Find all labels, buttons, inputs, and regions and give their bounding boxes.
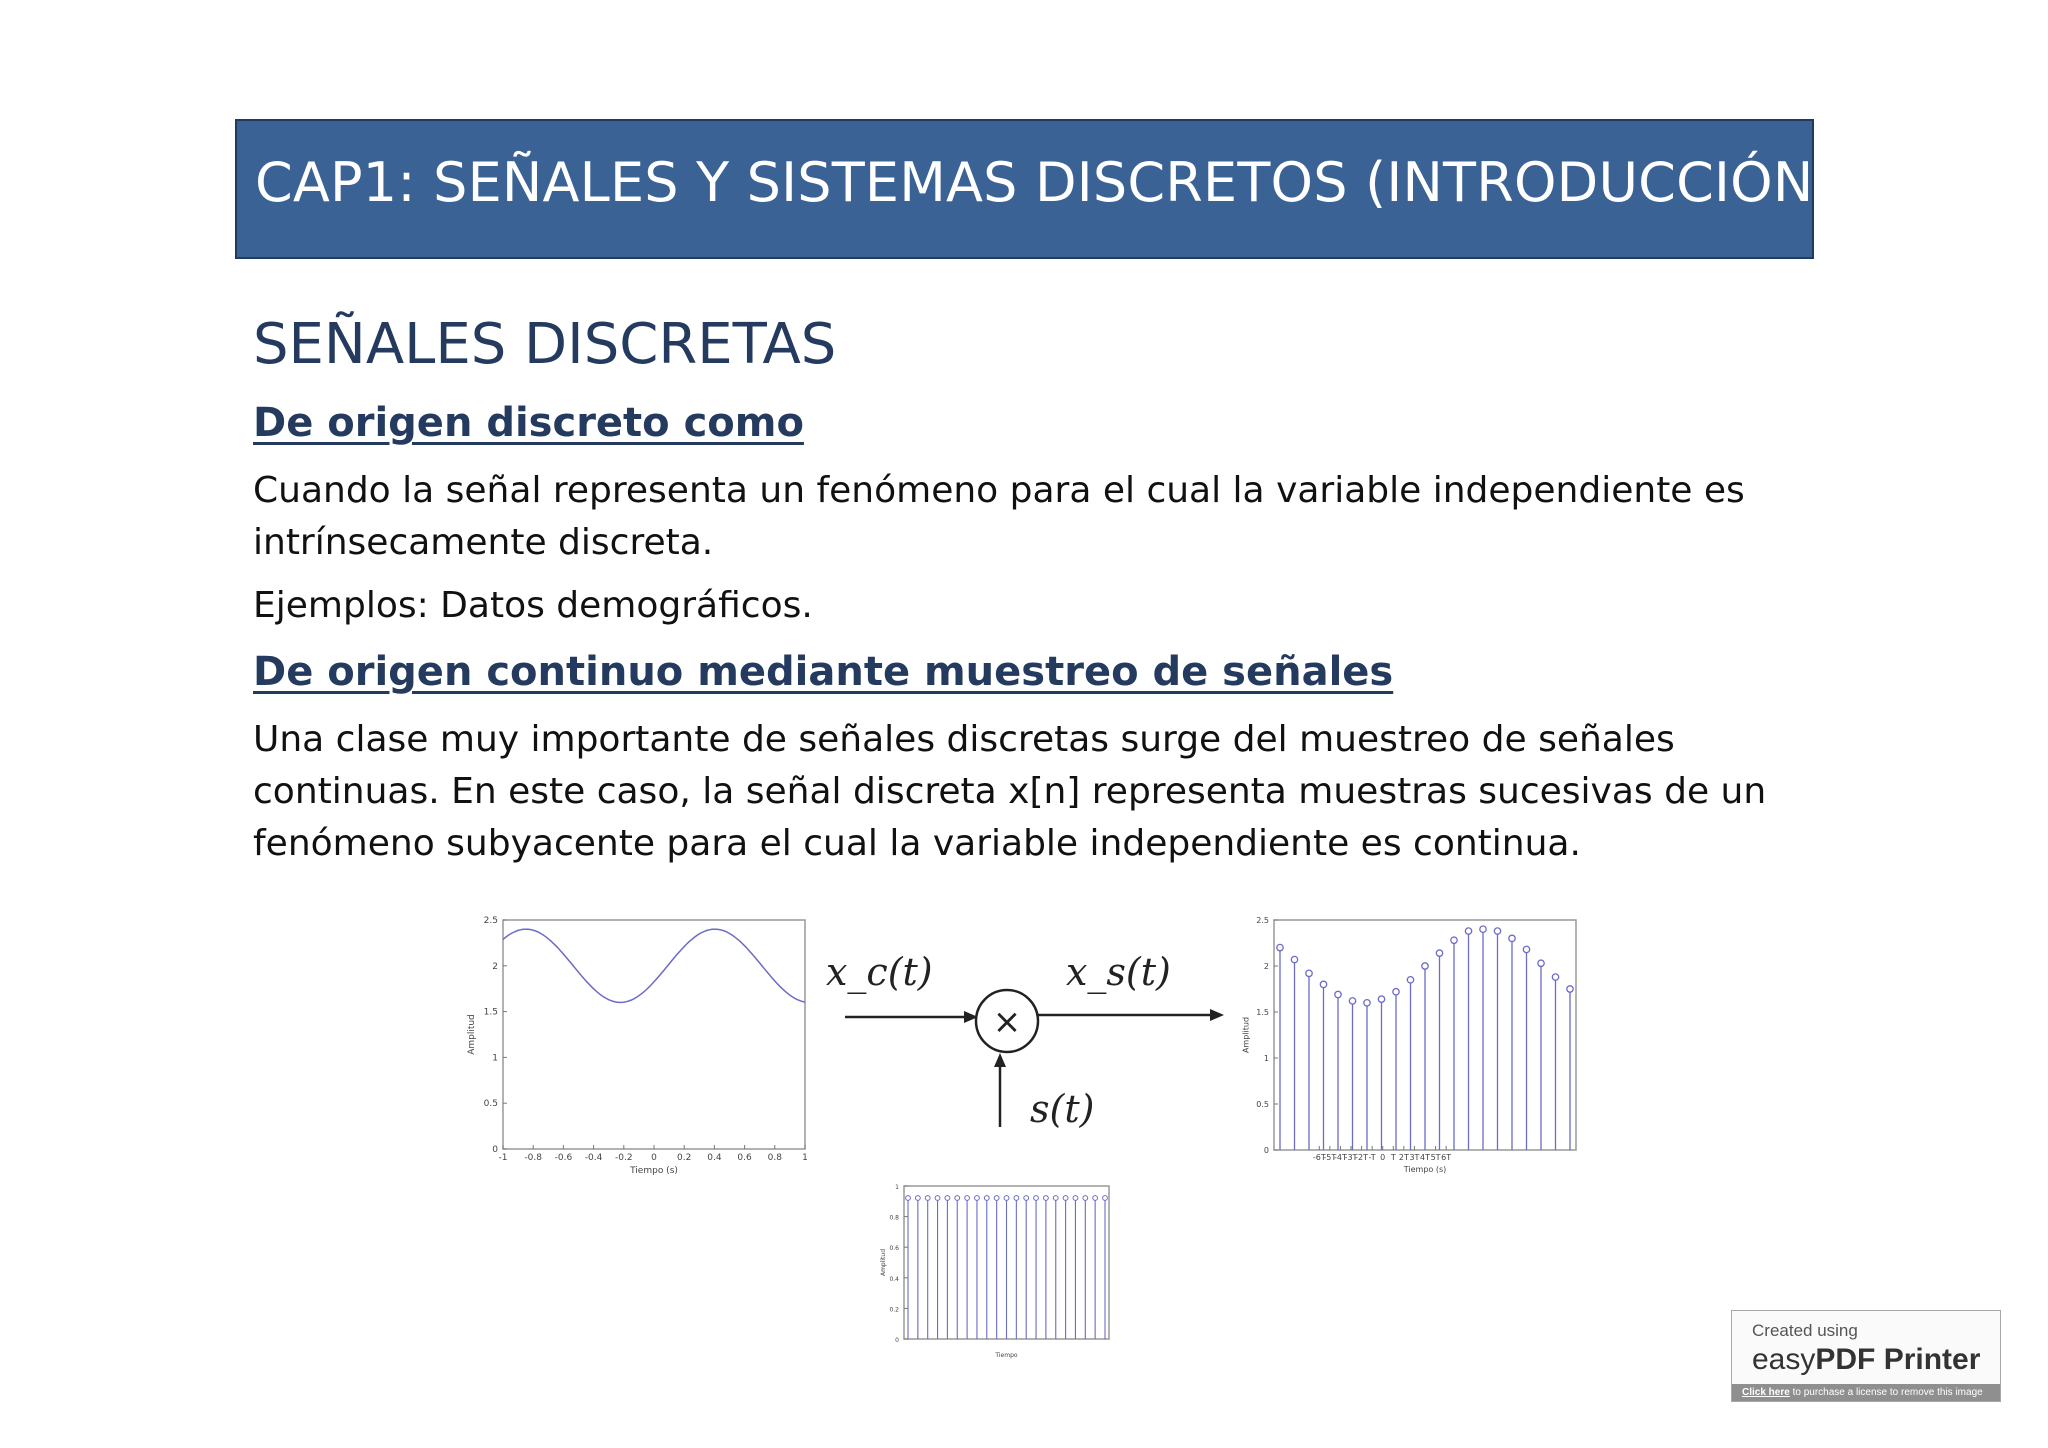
impulse-marker xyxy=(1073,1196,1078,1201)
y-tick-label: 0.6 xyxy=(889,1245,899,1253)
y-tick-label: 1.5 xyxy=(1256,1008,1269,1017)
paragraph-sampling: Una clase muy importante de señales discretas surge del muestreo de señales continuas. En este caso, la señal discreta x[n] representa muestras sucesivas de un fenómeno subyacente para el cual la variable independiente es continua. xyxy=(253,719,1767,864)
y-axis-label: Amplitud xyxy=(1241,1016,1251,1054)
x-tick-label: -6T xyxy=(1312,1153,1326,1162)
stem-marker xyxy=(1436,950,1442,956)
y-tick-label: 0.5 xyxy=(1256,1100,1269,1109)
stem-marker xyxy=(1407,977,1413,983)
impulse-marker xyxy=(945,1196,950,1201)
stem-marker xyxy=(1320,981,1326,987)
stem-marker xyxy=(1422,963,1428,969)
x-tick-label: -5T xyxy=(1323,1153,1337,1162)
watermark-footer-text: to purchase a license to remove this image xyxy=(1789,1387,1983,1398)
paragraph-examples: Ejemplos: Datos demográficos. xyxy=(253,585,813,626)
y-tick-label: 0.5 xyxy=(483,1099,498,1110)
y-tick-label: 2 xyxy=(492,961,498,972)
x-tick-label: 1 xyxy=(802,1153,808,1163)
y-tick-label: 0.2 xyxy=(889,1306,899,1314)
input-signal-label: x_c(t) xyxy=(826,950,933,994)
stem-marker xyxy=(1277,944,1283,950)
output-arrowhead xyxy=(1210,1009,1224,1021)
stem-marker xyxy=(1306,970,1312,976)
stem-marker xyxy=(1451,937,1457,943)
impulse-marker xyxy=(1103,1196,1108,1201)
x-axis-label: Tiempo xyxy=(995,1352,1018,1359)
easypdf-watermark[interactable] xyxy=(1731,1310,2001,1402)
y-tick-label: 1 xyxy=(492,1053,498,1064)
x-axis-label: Tiempo (s) xyxy=(630,1166,678,1176)
y-tick-label: 2.5 xyxy=(1256,916,1269,925)
impulse-marker xyxy=(975,1196,980,1201)
x-tick-label: 6T xyxy=(1441,1153,1452,1162)
subheading-discrete-origin: De origen discreto como xyxy=(253,400,804,446)
paragraph-discrete-definition: Cuando la señal representa un fenómeno para el cual la variable independiente es intrínsecamente discreta. xyxy=(253,470,1745,563)
impulse-marker xyxy=(984,1196,989,1201)
y-axis-label: Amplitud xyxy=(467,1014,478,1055)
x-tick-label: 3T xyxy=(1409,1153,1420,1162)
impulse-marker xyxy=(915,1196,920,1201)
watermark-brand-prefix: easy xyxy=(1752,1343,1816,1376)
stem-marker xyxy=(1494,928,1500,934)
impulse-marker xyxy=(925,1196,930,1201)
x-tick-label: T xyxy=(1390,1153,1396,1162)
sampling-arrowhead xyxy=(994,1053,1006,1067)
impulse-marker xyxy=(1014,1196,1019,1201)
x-tick-label: 2T xyxy=(1398,1153,1409,1162)
y-tick-label: 2.5 xyxy=(483,916,498,926)
x-tick-label: -3T xyxy=(1344,1153,1358,1162)
watermark-brand-bold: PDF Printer xyxy=(1815,1343,1981,1376)
x-tick-label: 5T xyxy=(1430,1153,1441,1162)
impulse-marker xyxy=(1093,1196,1098,1201)
x-tick-label: -0.8 xyxy=(524,1153,542,1163)
y-tick-label: 0 xyxy=(895,1337,899,1344)
y-tick-label: 1 xyxy=(895,1184,899,1191)
stem-marker xyxy=(1291,956,1297,962)
stem-marker xyxy=(1509,935,1515,941)
impulse-marker xyxy=(965,1196,970,1201)
x-tick-label: 0.8 xyxy=(767,1153,782,1163)
y-tick-label: 1.5 xyxy=(483,1007,498,1018)
y-tick-label: 0.4 xyxy=(889,1275,899,1283)
x-tick-label: -4T xyxy=(1334,1153,1347,1162)
impulse-marker xyxy=(1044,1196,1049,1201)
watermark-footer-link[interactable]: Click here xyxy=(1742,1387,1790,1398)
x-tick-label: 0.6 xyxy=(737,1153,752,1163)
stem-marker xyxy=(1364,1000,1370,1006)
impulse-marker xyxy=(906,1196,911,1201)
x-tick-label: 0 xyxy=(1380,1153,1386,1162)
stem-marker xyxy=(1552,974,1558,980)
impulse-marker xyxy=(1053,1196,1058,1201)
x-tick-label: -0.4 xyxy=(584,1153,603,1163)
watermark-footer xyxy=(1732,1384,2000,1401)
impulse-marker xyxy=(994,1196,999,1201)
y-tick-label: 2 xyxy=(1263,962,1269,971)
stem-marker xyxy=(1465,928,1471,934)
x-tick-label: -T xyxy=(1368,1153,1376,1162)
x-axis-label: Tiempo (s) xyxy=(1403,1165,1447,1174)
x-tick-label: 4T xyxy=(1420,1153,1430,1162)
stem-marker xyxy=(1378,996,1384,1002)
section-heading: SEÑALES DISCRETAS xyxy=(253,312,837,377)
slide-title: CAP1: SEÑALES Y SISTEMAS DISCRETOS (INTRODUCCIÓN) xyxy=(255,151,1835,214)
impulse-marker xyxy=(1024,1196,1029,1201)
x-tick-label: -0.2 xyxy=(615,1153,633,1163)
stem-marker xyxy=(1335,991,1341,997)
y-tick-label: 0 xyxy=(1263,1146,1269,1155)
y-tick-label: 0 xyxy=(492,1145,498,1155)
y-tick-label: 0.8 xyxy=(889,1214,899,1222)
x-tick-label: 0 xyxy=(651,1153,657,1163)
stem-marker xyxy=(1480,926,1486,932)
y-tick-label: 1 xyxy=(1263,1054,1269,1063)
continuous-signal-plot-frame xyxy=(503,920,805,1149)
watermark-brand xyxy=(1752,1343,1980,1377)
y-axis-label: Amplitud xyxy=(879,1248,887,1277)
multiplier-symbol: × xyxy=(992,1002,1022,1042)
stem-marker xyxy=(1349,998,1355,1004)
impulse-marker xyxy=(1034,1196,1039,1201)
stem-marker xyxy=(1393,989,1399,995)
stem-marker xyxy=(1523,946,1529,952)
x-tick-label: -2T xyxy=(1355,1153,1369,1162)
output-signal-label: x_s(t) xyxy=(1066,950,1171,994)
x-tick-label: -0.6 xyxy=(554,1153,573,1163)
watermark-created-using: Created using xyxy=(1752,1321,1858,1340)
impulse-marker xyxy=(1083,1196,1088,1201)
impulse-marker xyxy=(1063,1196,1068,1201)
x-tick-label: -1 xyxy=(498,1153,508,1163)
impulse-marker xyxy=(955,1196,960,1201)
subheading-continuous-origin: De origen continuo mediante muestreo de señales xyxy=(253,649,1394,695)
x-tick-label: 0.4 xyxy=(707,1153,722,1163)
stem-marker xyxy=(1567,986,1573,992)
impulse-marker xyxy=(1004,1196,1009,1201)
impulse-marker xyxy=(935,1196,940,1201)
sampling-signal-label: s(t) xyxy=(1030,1087,1095,1131)
x-tick-label: 0.2 xyxy=(677,1153,692,1163)
stem-marker xyxy=(1538,960,1544,966)
